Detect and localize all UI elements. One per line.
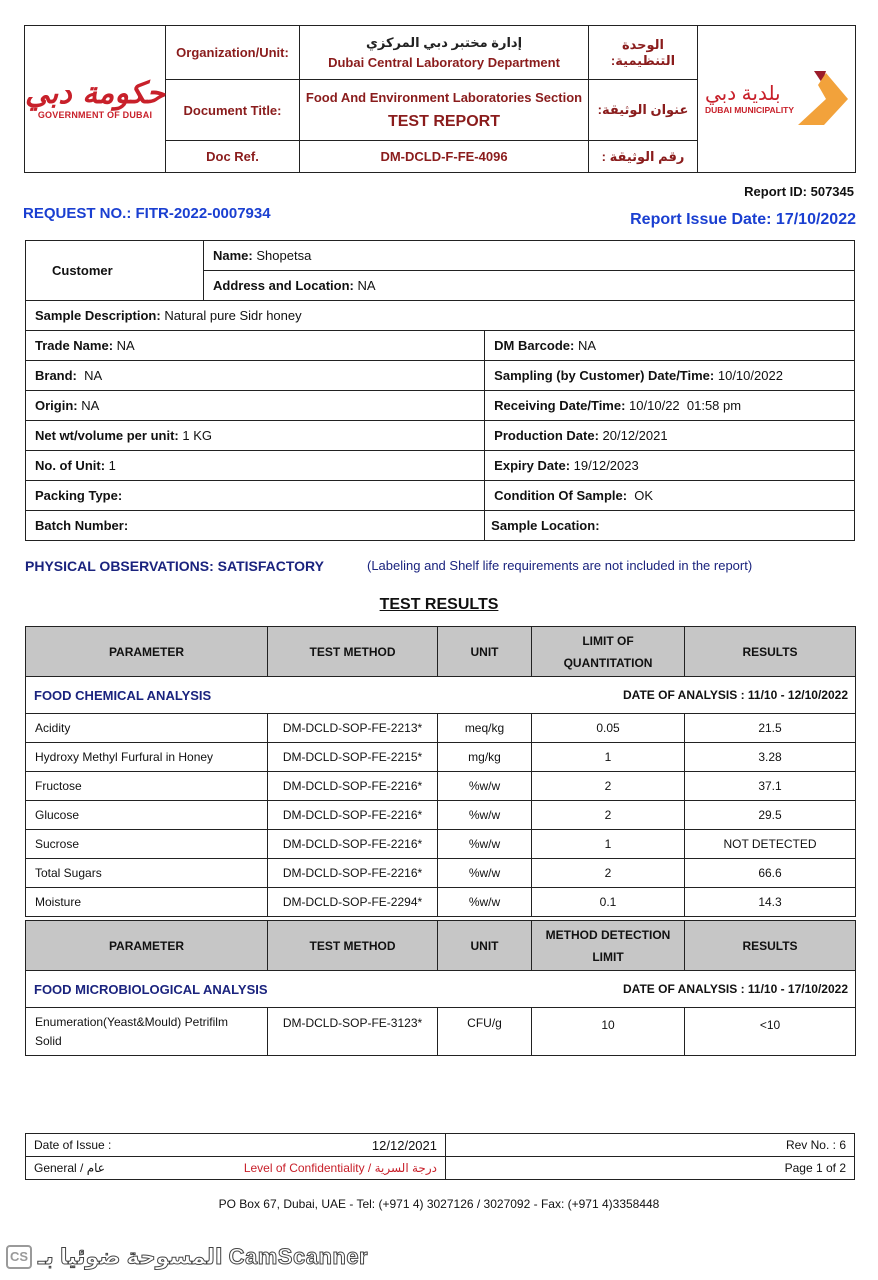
info-row (26, 421, 855, 451)
doc-ref-label: Doc Ref. (166, 141, 300, 173)
unit-cell: CFU/g (438, 1008, 532, 1056)
date-of-analysis: DATE OF ANALYSIS : 11/10 - 12/10/2022 (623, 687, 848, 702)
date-of-issue-label: Date of Issue : (34, 1137, 112, 1152)
unit-cell: meq/kg (438, 714, 532, 743)
unit-cell: %w/w (438, 801, 532, 830)
method-cell: DM-DCLD-SOP-FE-2294* (268, 888, 438, 917)
dm-logo-arabic: بلدية دبي (704, 83, 781, 105)
info-label: Sample Location: (491, 518, 600, 533)
parameter-cell: Acidity (26, 714, 268, 743)
limit-cell: 2 (532, 772, 685, 801)
table-row (26, 743, 856, 772)
chemical-results-table (25, 626, 856, 917)
table-row (26, 888, 856, 917)
info-row (26, 331, 855, 361)
method-cell: DM-DCLD-SOP-FE-2215* (268, 743, 438, 772)
parameter-line1: Enumeration(Yeast&Mould) Petrifilm (35, 1014, 228, 1029)
method-cell: DM-DCLD-SOP-FE-2216* (268, 859, 438, 888)
unit-cell: %w/w (438, 772, 532, 801)
table-header-row (26, 627, 856, 677)
info-row (26, 511, 855, 541)
parameter-line2: Solid (35, 1033, 62, 1048)
microbiological-results-table (25, 920, 856, 1056)
unit-cell: mg/kg (438, 743, 532, 772)
physical-observations: PHYSICAL OBSERVATIONS: SATISFACTORY (25, 558, 324, 574)
info-value: NA (113, 338, 135, 353)
info-row (26, 451, 855, 481)
info-label: Brand: (35, 368, 77, 383)
limit-cell: 2 (532, 801, 685, 830)
section-row (26, 677, 856, 714)
table-row (26, 801, 856, 830)
parameter-cell (26, 1008, 268, 1056)
table-row (26, 859, 856, 888)
sample-description-value: Natural pure Sidr honey (160, 308, 302, 323)
limit-cell: 10 (532, 1008, 685, 1056)
confidentiality-level: Level of Confidentiality / درجة السرية (243, 1161, 437, 1175)
table-row (26, 1008, 856, 1056)
column-header: TEST METHOD (268, 627, 438, 677)
info-value: 10/10/22 01:58 pm (625, 398, 742, 413)
column-header: RESULTS (685, 627, 856, 677)
dm-logo-english: DUBAI MUNICIPALITY (704, 105, 795, 115)
info-value: NA (77, 398, 100, 413)
method-cell: DM-DCLD-SOP-FE-2213* (268, 714, 438, 743)
column-header (532, 627, 685, 677)
method-cell: DM-DCLD-SOP-FE-3123* (268, 1008, 438, 1056)
info-row (26, 481, 855, 511)
government-of-dubai-logo (25, 26, 166, 173)
info-label: Packing Type: (35, 488, 123, 503)
column-header (532, 921, 685, 971)
org-value (300, 26, 589, 80)
info-row (26, 361, 855, 391)
info-value: 1 KG (178, 428, 212, 443)
camscanner-watermark (6, 1244, 368, 1270)
info-value: OK (627, 488, 654, 503)
unit-cell: %w/w (438, 830, 532, 859)
general-label: General / عام (34, 1161, 105, 1175)
sample-description (26, 301, 855, 331)
info-value: 20/12/2021 (598, 428, 668, 443)
method-cell: DM-DCLD-SOP-FE-2216* (268, 772, 438, 801)
table-row (26, 714, 856, 743)
info-label: Net wt/volume per unit: (35, 428, 179, 443)
table-row (26, 772, 856, 801)
info-label: Production Date: (494, 428, 599, 443)
request-number: REQUEST NO.: FITR-2022-0007934 (23, 205, 271, 222)
section-title: FOOD MICROBIOLOGICAL ANALYSIS (34, 981, 268, 997)
doc-ref-value: DM-DCLD-F-FE-4096 (300, 141, 589, 173)
rev-no: Rev No. : 6 (446, 1134, 855, 1157)
name-value: Shopetsa (252, 248, 312, 263)
info-value: 1 (105, 458, 116, 473)
info-label: DM Barcode: (494, 338, 575, 353)
gov-logo-arabic: حكومة دبي (25, 76, 165, 111)
column-header-line1: METHOD DETECTION (545, 927, 671, 942)
parameter-cell: Hydroxy Methyl Furfural in Honey (26, 743, 268, 772)
column-header: PARAMETER (26, 627, 268, 677)
camscanner-badge-icon: CS (6, 1245, 32, 1269)
report-id: Report ID: 507345 (744, 184, 854, 199)
result-cell: 66.6 (685, 859, 856, 888)
sample-info-table (25, 240, 855, 541)
info-label: Expiry Date: (494, 458, 571, 473)
info-label: Trade Name: (35, 338, 114, 353)
info-value: 19/12/2023 (570, 458, 639, 473)
result-cell: 3.28 (685, 743, 856, 772)
dm-chevron-icon (796, 71, 848, 127)
unit-cell: %w/w (438, 859, 532, 888)
dubai-municipality-logo (698, 26, 856, 173)
confidentiality (26, 1157, 446, 1180)
org-value-arabic: إدارة مختبر دبي المركزي (365, 34, 523, 50)
info-value: NA (574, 338, 597, 353)
sample-description-label: Sample Description: (35, 308, 161, 323)
parameter-cell: Glucose (26, 801, 268, 830)
section-title: FOOD CHEMICAL ANALYSIS (34, 687, 212, 703)
table-row (26, 830, 856, 859)
gov-logo-english: GOVERNMENT OF DUBAI (37, 110, 153, 120)
customer-address (204, 271, 855, 301)
result-cell: 14.3 (685, 888, 856, 917)
info-label: Condition Of Sample: (494, 488, 628, 503)
doc-title-label: Document Title: (166, 80, 300, 141)
customer-name (204, 241, 855, 271)
column-header: TEST METHOD (268, 921, 438, 971)
parameter-cell: Total Sugars (26, 859, 268, 888)
document-header (24, 25, 856, 173)
limit-cell: 2 (532, 859, 685, 888)
info-label: Batch Number: (35, 518, 129, 533)
date-of-analysis: DATE OF ANALYSIS : 11/10 - 17/10/2022 (623, 981, 848, 996)
limit-cell: 0.1 (532, 888, 685, 917)
result-cell: 29.5 (685, 801, 856, 830)
limit-cell: 0.05 (532, 714, 685, 743)
column-header: RESULTS (685, 921, 856, 971)
column-header-line1: LIMIT OF (582, 633, 634, 648)
result-cell: 37.1 (685, 772, 856, 801)
page-number: Page 1 of 2 (446, 1157, 855, 1180)
unit-cell: %w/w (438, 888, 532, 917)
report-issue-date: Report Issue Date: 17/10/2022 (630, 211, 856, 228)
result-cell: <10 (685, 1008, 856, 1056)
address-value: NA (353, 278, 376, 293)
name-label: Name: (213, 248, 253, 263)
footer-table (25, 1133, 855, 1180)
observations-note: (Labeling and Shelf life requirements are not included in the report) (367, 558, 753, 573)
org-value-english: Dubai Central Laboratory Department (328, 54, 560, 70)
column-header-line2: LIMIT (592, 949, 624, 964)
doc-title-line1: Food And Environment Laboratories Section (305, 90, 583, 105)
section-row (26, 971, 856, 1008)
org-label-arabic: الوحدة التنظيمية: (589, 26, 698, 80)
doc-ref-label-arabic: رقم الوثيقة : (589, 141, 698, 173)
info-row (26, 391, 855, 421)
info-label: Origin: (35, 398, 78, 413)
doc-title-label-arabic: عنوان الوثيقة: (589, 80, 698, 141)
info-label: No. of Unit: (35, 458, 106, 473)
limit-cell: 1 (532, 830, 685, 859)
info-label: Sampling (by Customer) Date/Time: (494, 368, 715, 383)
date-of-issue-value: 12/12/2021 (371, 1137, 437, 1153)
camscanner-text: المسوحة ضوئيا بـ CamScanner (38, 1244, 369, 1269)
column-header: PARAMETER (26, 921, 268, 971)
test-results-title: TEST RESULTS (379, 596, 499, 613)
column-header: UNIT (438, 921, 532, 971)
column-header: UNIT (438, 627, 532, 677)
parameter-cell: Moisture (26, 888, 268, 917)
info-label: Receiving Date/Time: (494, 398, 626, 413)
column-header-line2: QUANTITATION (563, 655, 653, 670)
doc-title-line2: TEST REPORT (387, 113, 500, 130)
table-header-row (26, 921, 856, 971)
doc-title (300, 80, 589, 141)
parameter-cell: Sucrose (26, 830, 268, 859)
method-cell: DM-DCLD-SOP-FE-2216* (268, 801, 438, 830)
org-label: Organization/Unit: (166, 26, 300, 80)
limit-cell: 1 (532, 743, 685, 772)
info-value: 10/10/2022 (714, 368, 783, 383)
method-cell: DM-DCLD-SOP-FE-2216* (268, 830, 438, 859)
contact-address: PO Box 67, Dubai, UAE - Tel: (+971 4) 3027126 / 3027092 - Fax: (+971 4)3358448 (218, 1197, 660, 1211)
result-cell: NOT DETECTED (685, 830, 856, 859)
customer-label: Customer (26, 241, 204, 301)
result-cell: 21.5 (685, 714, 856, 743)
date-of-issue (26, 1134, 446, 1157)
parameter-cell: Fructose (26, 772, 268, 801)
address-label: Address and Location: (213, 278, 354, 293)
info-value: NA (76, 368, 103, 383)
